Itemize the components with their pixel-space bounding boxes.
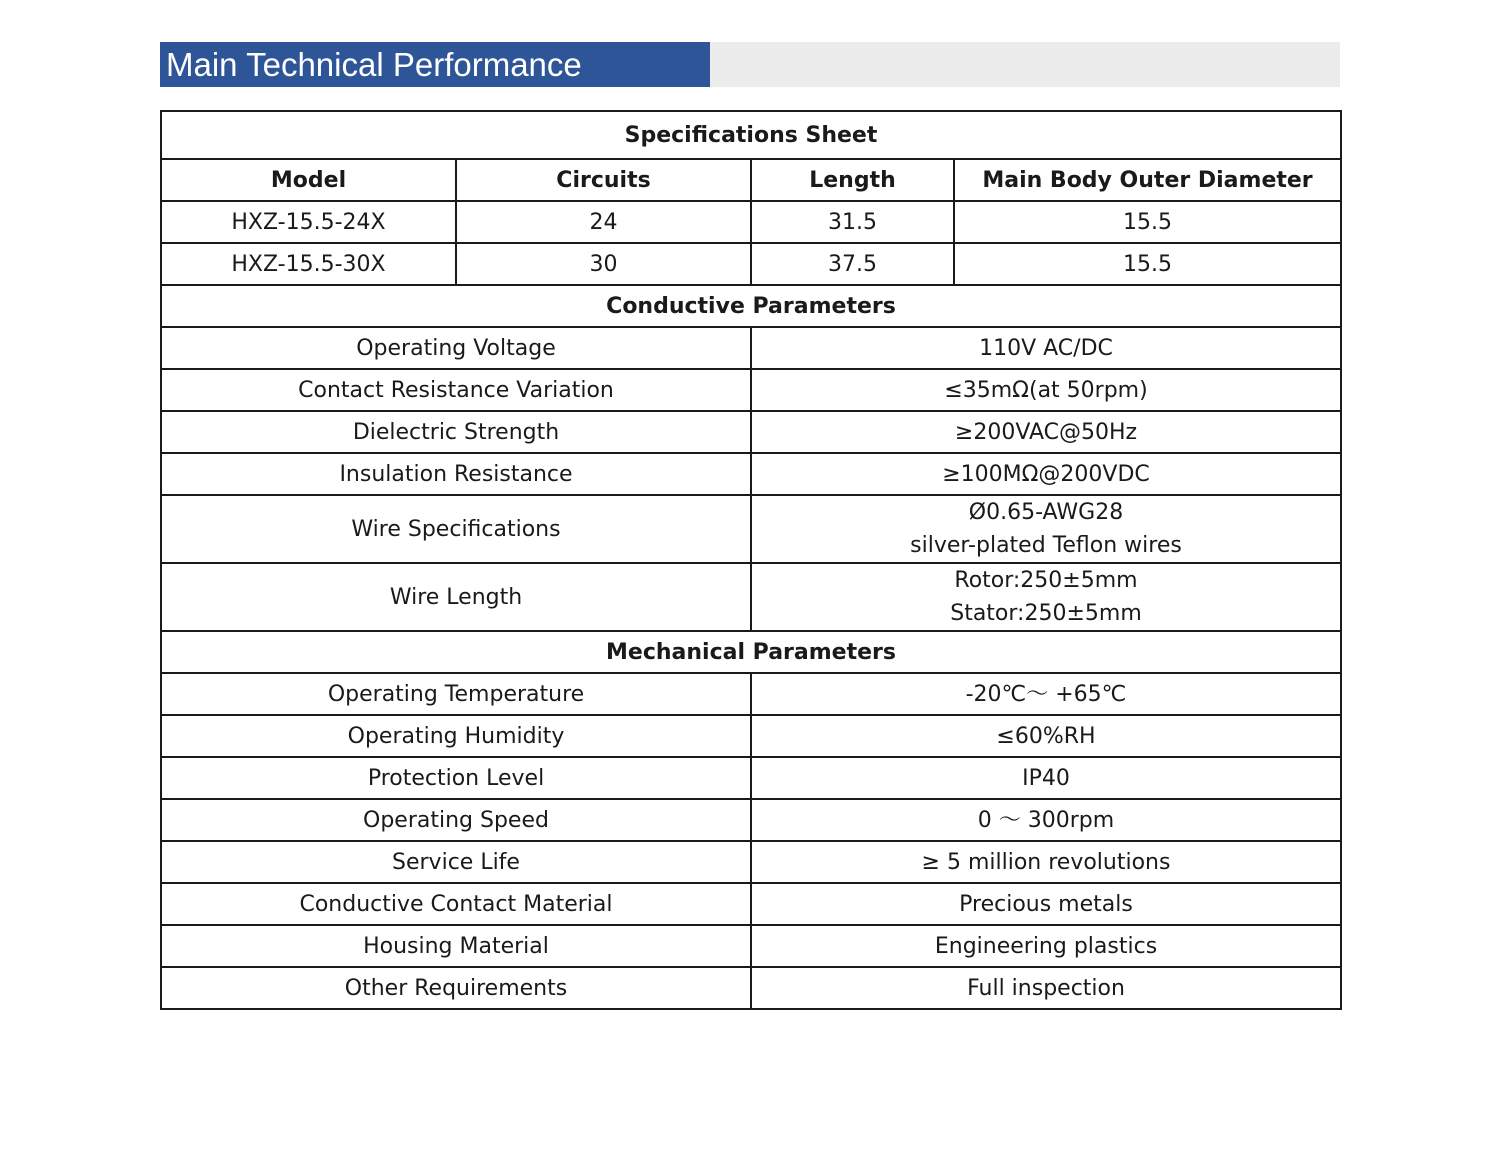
section-header-bar <box>160 42 1340 87</box>
param-value: ≥200VAC@50Hz <box>751 411 1341 453</box>
conductive-section-title: Conductive Parameters <box>161 285 1341 327</box>
param-label: Operating Temperature <box>161 673 751 715</box>
table-row <box>161 495 1341 563</box>
circuits-cell: 30 <box>456 243 751 285</box>
param-value: 0 ～ 300rpm <box>751 799 1341 841</box>
param-value <box>751 563 1341 631</box>
table-row <box>161 841 1341 883</box>
param-label: Contact Resistance Variation <box>161 369 751 411</box>
param-value: ≥100MΩ@200VDC <box>751 453 1341 495</box>
table-row <box>161 925 1341 967</box>
param-label: Wire Length <box>161 563 751 631</box>
table-row <box>161 673 1341 715</box>
table-row <box>161 453 1341 495</box>
param-value-line: Rotor:250±5mm <box>954 568 1138 593</box>
param-value-line: Ø0.65-AWG28 <box>968 500 1124 525</box>
param-value: ≤60%RH <box>751 715 1341 757</box>
table-row <box>161 883 1341 925</box>
length-cell: 31.5 <box>751 201 954 243</box>
spec-table <box>160 110 1342 1010</box>
length-cell: 37.5 <box>751 243 954 285</box>
param-value: Engineering plastics <box>751 925 1341 967</box>
circuits-cell: 24 <box>456 201 751 243</box>
param-label: Operating Voltage <box>161 327 751 369</box>
param-label: Service Life <box>161 841 751 883</box>
param-label: Wire Specifications <box>161 495 751 563</box>
table-row <box>161 563 1341 631</box>
param-label: Protection Level <box>161 757 751 799</box>
param-label: Operating Humidity <box>161 715 751 757</box>
table-row <box>161 799 1341 841</box>
table-row <box>161 411 1341 453</box>
param-value: ≤35mΩ(at 50rpm) <box>751 369 1341 411</box>
param-label: Operating Speed <box>161 799 751 841</box>
diameter-cell: 15.5 <box>954 201 1341 243</box>
table-row <box>161 369 1341 411</box>
table-row <box>161 201 1341 243</box>
param-value-line: silver-plated Teflon wires <box>910 533 1182 558</box>
table-row <box>161 967 1341 1009</box>
param-label: Other Requirements <box>161 967 751 1009</box>
param-label: Conductive Contact Material <box>161 883 751 925</box>
col-header-diameter: Main Body Outer Diameter <box>954 159 1341 201</box>
diameter-cell: 15.5 <box>954 243 1341 285</box>
col-header-length: Length <box>751 159 954 201</box>
model-cell: HXZ-15.5-30X <box>161 243 456 285</box>
col-header-model: Model <box>161 159 456 201</box>
table-row <box>161 715 1341 757</box>
param-label: Insulation Resistance <box>161 453 751 495</box>
param-label: Dielectric Strength <box>161 411 751 453</box>
table-row <box>161 327 1341 369</box>
param-value: -20℃～ +65℃ <box>751 673 1341 715</box>
param-value: Precious metals <box>751 883 1341 925</box>
param-value: IP40 <box>751 757 1341 799</box>
param-value: Full inspection <box>751 967 1341 1009</box>
spec-sheet-title: Specifications Sheet <box>161 111 1341 159</box>
param-value: 110V AC/DC <box>751 327 1341 369</box>
param-value <box>751 495 1341 563</box>
table-row <box>161 757 1341 799</box>
param-label: Housing Material <box>161 925 751 967</box>
section-title: Main Technical Performance <box>160 42 710 87</box>
table-row <box>161 243 1341 285</box>
param-value-line: Stator:250±5mm <box>950 601 1142 626</box>
model-cell: HXZ-15.5-24X <box>161 201 456 243</box>
param-value: ≥ 5 million revolutions <box>751 841 1341 883</box>
mechanical-section-title: Mechanical Parameters <box>161 631 1341 673</box>
col-header-circuits: Circuits <box>456 159 751 201</box>
